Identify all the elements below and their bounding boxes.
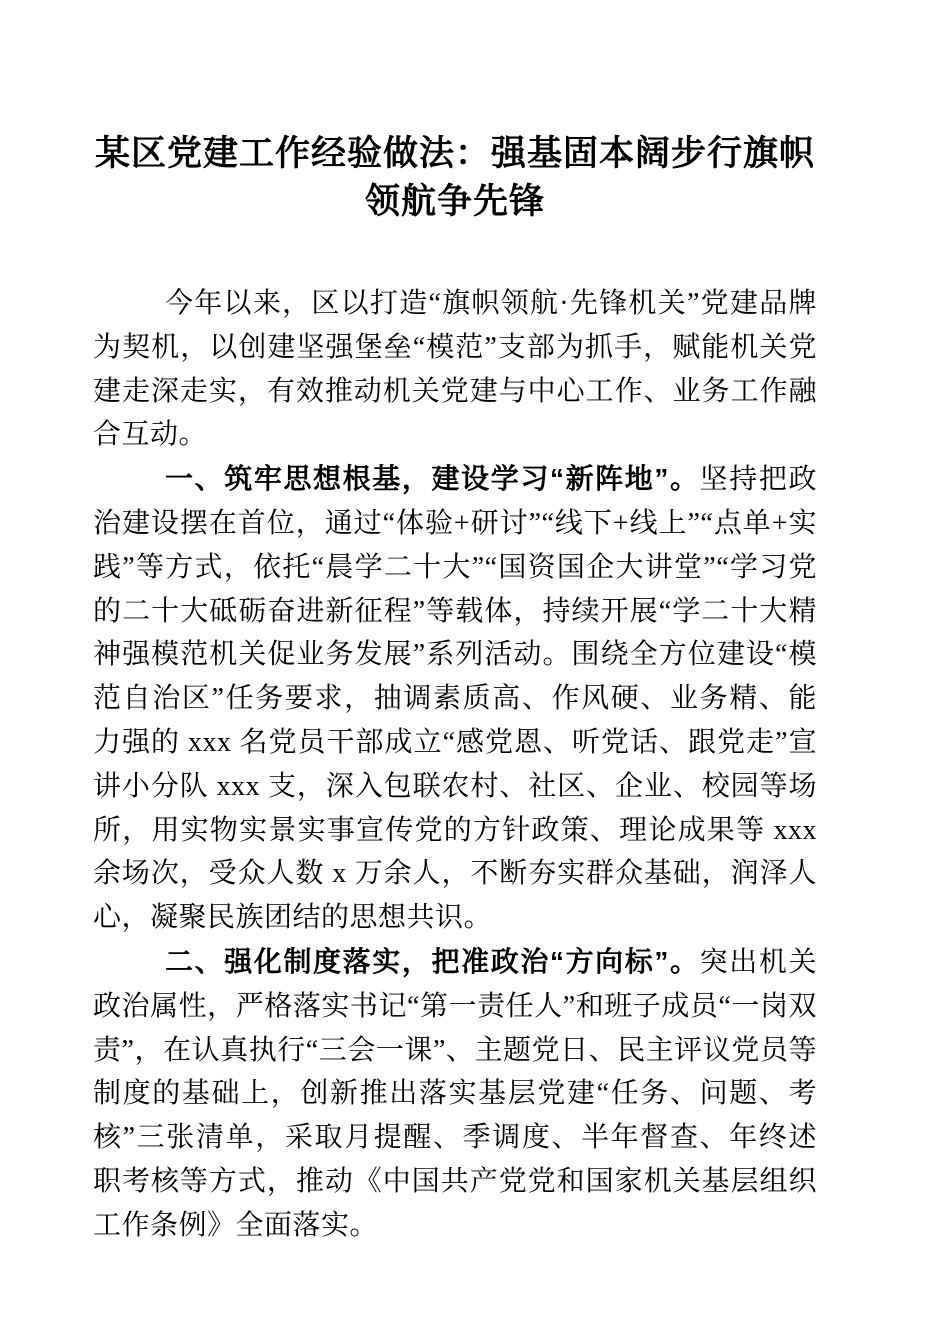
paragraph-section-1-text: 坚持把政治建设摆在首位，通过“体验+研讨”“线下+线上”“点单+实践”等方式，依托“晨学二十大”“国资国企大讲堂”“学习党的二十大砥砺奋进新征程”等载体，持续开展“学二十大精神强模范机关促业务发展”系列活动。围绕全方位建设“模范自治区”任务要求，抽调素质高、作风硬、业务精、能力强的 xxx 名党员干部成立“感党恩、听党话、跟党走”宣讲小分队 xxx 支，深入包联农村、社区、企业、校园等场所，用实物实景实事宣传党的方针政策、理论成果等 xxx 余场次，受众人数 x 万余人，不断夯实群众基础，润泽人心，凝聚民族团结的思想共识。	[93, 464, 817, 934]
paragraph-section-1	[93, 457, 817, 940]
paragraph-intro-text: 今年以来，区以打造“旗帜领航·先锋机关”党建品牌为契机，以创建坚强堡垒“模范”支部为抓手，赋能机关党建走深走实，有效推动机关党建与中心工作、业务工作融合互动。	[93, 288, 817, 451]
paragraph-intro	[93, 281, 817, 457]
paragraph-section-1-heading: 一、筑牢思想根基，建设学习“新阵地”。	[165, 463, 700, 495]
paragraph-section-2-heading: 二、强化制度落实，把准政治“方向标”。	[165, 945, 700, 977]
paragraph-section-2-text: 突出机关政治属性，严格落实书记“第一责任人”和班子成员“一岗双责”，在认真执行“三会一课”、主题党日、民主评议党员等制度的基础上，创新推出落实基层党建“任务、问题、考核”三张清单，采取月提醒、季调度、半年督查、年终述职考核等方式，推动《中国共产党党和国家机关基层组织工作条例》全面落实。	[93, 946, 817, 1241]
document-body	[93, 281, 817, 1248]
document-title: 某区党建工作经验做法：强基固本阔步行旗帜领航争先锋	[94, 134, 815, 221]
paragraph-section-2	[93, 940, 817, 1248]
